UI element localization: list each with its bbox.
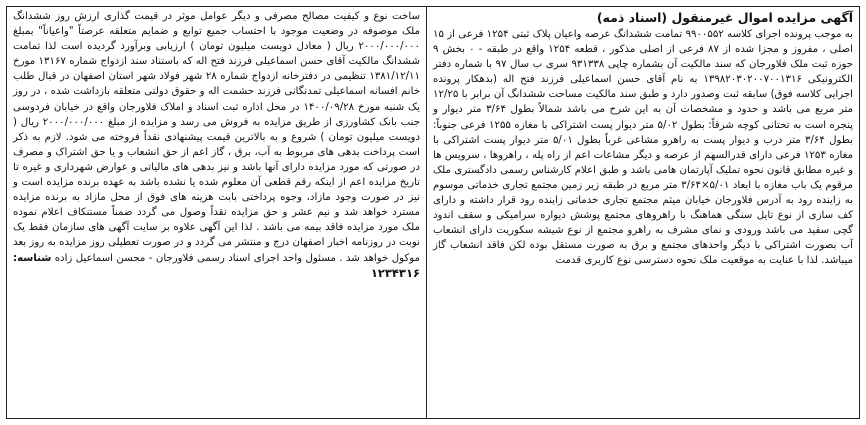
shenase-label: شناسه: — [13, 252, 52, 264]
auction-notice — [6, 6, 860, 419]
shenase-value: ۱۲۳۴۳۱۶ — [370, 265, 420, 280]
notice-title: آگهی مزایده اموال غیرمنقول (اسناد ذمه) — [596, 10, 853, 25]
notice-left-column — [7, 7, 426, 418]
notice-right-column — [426, 7, 859, 418]
notice-body-part-2: ساخت نوع و کیفیت مصالح مصرفی و دیگر عوامل موثر در قیمت گذاری ارزش روز ششدانگ ملک موصوفه در وضعیت موجود با احتساب جمیع توابع و ضمایم متعلقه عرصتاً "واعیاناً" بمبلغ ۲۰۰۰/۰۰۰/۰۰۰ ریال ( معادل دویست میلیون تومان ) ارزیابی وبرآورد گردیده است لذا تمامت ششدانگ مالکیت آقای حسن اسماعیلی فرزند فتح اله که باستناد سند ازدواج شماره ۱۳۱۶۷ مورخ ۱۳۸۱/۱۲/۱۱ تنظیمی در دفترخانه ازدواج شماره ۲۸ شهر فولاد شهر استان اصفهان در قبال طلب خانم افسانه اسماعیلی تمدنگانی فرزند حشمت اله و حقوق دولتی متعلقه بازداشت شده ، در روز یک شنبه مورخ ۱۴۰۰/۰۹/۲۸ در محل اداره ثبت اسناد و املاک فلاورجان واقع در خیابان فردوسی جنب بانک کشاورزی از طریق مزایده به فروش می رسد و مزایده از مبلغ ۲۰۰۰/۰۰۰/۰۰۰ ریال ( دویست میلیون تومان ) شروع و به بالاترین قیمت پیشنهادی نقداً فروخته می شود. لازم به ذکر است پرداخت بدهی های مربوط به آب، برق ، گاز اعم از حق انشعاب و یا حق اشتراک و مصرف در صورتی که مورد مزایده دارای آنها باشد و نیز بدهی های مالیاتی و عوارض شهرداری و غیره تا تاریخ مزایده اعم از اینکه رقم قطعی آن معلوم شده یا نشده باشد به عهده برنده مزایده است و نیز در صورت وجود مازاد، وجوه پرداختی بابت هزینه های فوق از محل مازاد به برنده مزایده مسترد خواهد شد و نیم عشر و حق مزایده نقداً وصول می گردد ضمناً مستنکاف اعلام نموده ملک مورد مزایده فاقد بیمه می باشد . لذا این آگهی علاوه بر سایت آگهی های سازمان فقط یک نوبت در روزنامه اخبار اصفهان درج و منتشر می گردد و در صورت تعطیلی روز مزایده به روز بعد موکول خواهد شد . مسئول واحد اجرای اسناد رسمی فلاورجان - محسن اسماعیل زاده — [13, 11, 420, 264]
notice-body-part-1: به موجب پرونده اجرای کلاسه ۹۹۰۰۵۵۲ تمامت ششدانگ عرصه واعیان پلاک ثبتی ۱۲۵۴ فرعی از ۱۵ اصلی ، مفروز و مجزا شده از ۸۷ فرعی از اصلی مذکور ، قطعه ۱۲۵۴ واقع در طبقه - ۰ بخش ۹ حوزه ثبت ملک فلاورجان که سند مالکیت آن بشماره چاپی ۹۳۱۳۳۸ سری ب سال ۹۷ با شماره دفتر الکترونیکی ۱۳۹۸۲۰۳۰۲۰۰۷۰۰۱۳۱۶ به نام آقای حسن اسماعیلی فرزند فتح اله (بدهکار پرونده اجرایی کلاسه فوق) سابقه ثبت وصدور دارد و طبق سند مالکیت مساحت ششدانگ آن برابر با ۱۲/۲۵ متر مربع می باشد و حدود و مشخصات آن به این شرح می باشد شمالاً بطول ۳/۶۴ متر دیوار و پنجره است به تحتانی کوچه شرقاً: بطول ۵/۰۲ متر دیوار پست اشتراکی با مغازه ۱۲۵۵ فرعی جنوباً: بطول ۳/۶۴ متر درب و دیوار پست به راهرو مشاعی غرباً بطول ۵/۰۱ متر دیوار پست اشتراکی با مغازه ۱۲۵۳ فرعی دارای قدرالسهم از عرصه و دیگر مشاعات اعم از راه پله ، راهروها ، سرویس ها و غیره مطابق قانون نحوه تملیک آپارتمان هامی باشد و طبق اعلام کارشناس رسمی دادگستری ملک مرقوم یک باب مغازه با ابعاد ۵/۰۱×۳/۶۴ متر مربع در طبقه زیر زمین مجتمع تجاری خدماتی موسوم به زاینده رود به آدرس فلاورجان خیابان میثم مجتمع تجاری خدماتی زاینده رود قرار داشته و دارای کف سازی از نوع تایل سنگی هماهنگ با راهروهای مجتمع پوشش دیواره سرامیکی و سقف اندود گچی سفید می باشد ورودی و نمای مشرف به راهرو مجتمع از نوع شیشه سکوریت دارای انشعاب آب بصورت اشتراکی با دیگر واحدهای مجتمع و برق به صورت مستقل بوده لکن فاقد انشعاب گاز میباشد. لذا با عنایت به موقعیت ملک نحوه دسترسی نوع کاربری قدمت — [433, 29, 854, 267]
